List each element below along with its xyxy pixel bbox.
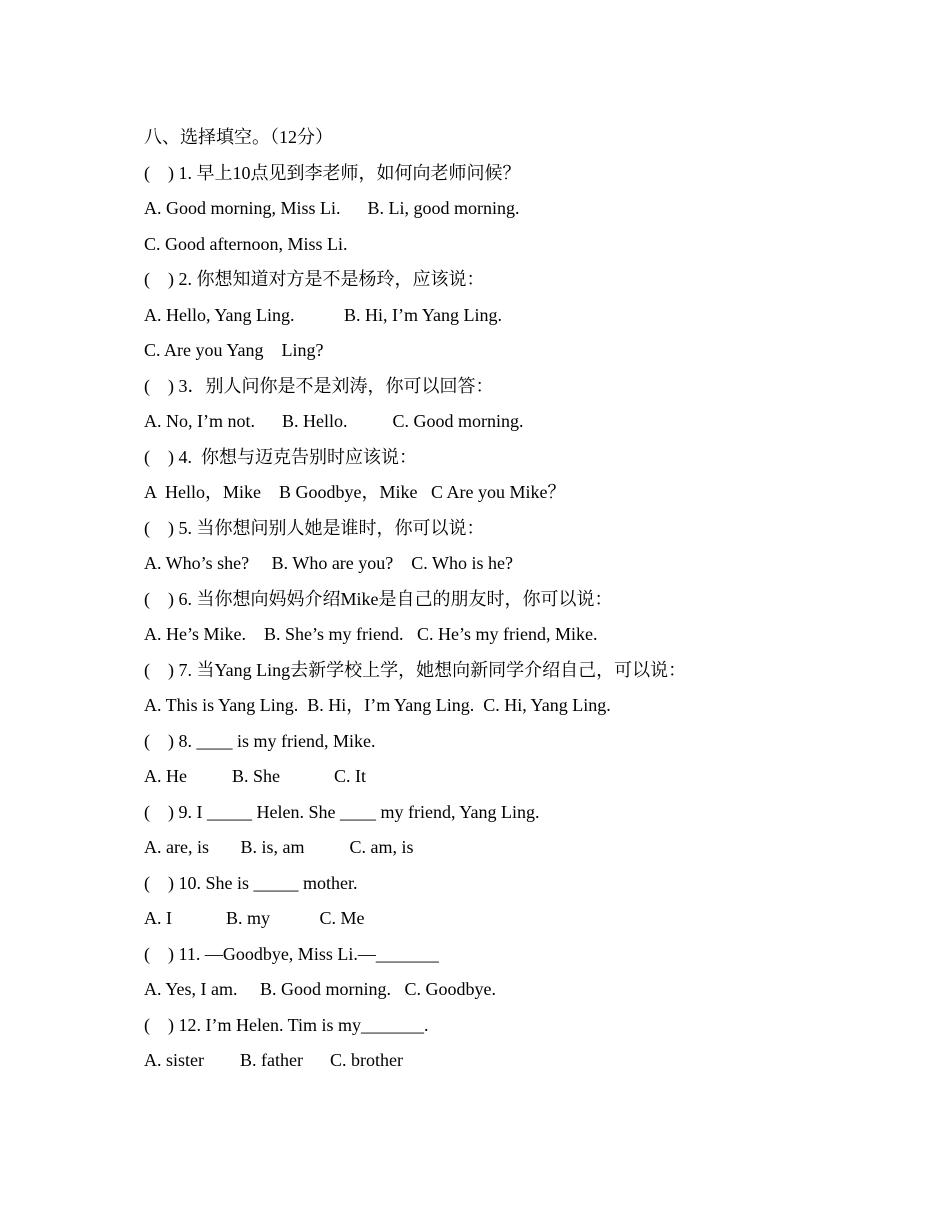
- question-12-options: A. sister B. father C. brother: [144, 1050, 403, 1070]
- question-1-option-c: C. Good afternoon, Miss Li.: [144, 233, 348, 254]
- question-4: ( ) 4. 你想与迈克告别时应该说：: [144, 446, 417, 467]
- question-2-options-a-b: A. Hello, Yang Ling. B. Hi, I’m Yang Ling.: [144, 304, 503, 325]
- question-1-options-a-b: A. Good morning, Miss Li. B. Li, good morning.: [144, 198, 520, 218]
- question-10-options: A. I B. my C. Me: [144, 908, 365, 928]
- question-8: ( ) 8. ____ is my friend, Mike.: [144, 730, 376, 751]
- question-10: ( ) 10. She is _____ mother.: [144, 872, 358, 893]
- question-7-options: A. This is Yang Ling. B. Hi，I’m Yang Ling. C. Hi, Yang Ling.: [144, 695, 611, 715]
- question-5: ( ) 5. 当你想问别人她是谁时，你可以说：: [144, 517, 485, 538]
- question-3-options: A. No, I’m not. B. Hello. C. Good morning.: [144, 411, 524, 431]
- question-4-options: A Hello，Mike B Goodbye，Mike C Are you Mike？: [144, 482, 566, 502]
- question-8-options: A. He B. She C. It: [144, 766, 366, 786]
- section-title: 八、选择填空。（12分）: [144, 127, 333, 147]
- question-2-option-c: C. Are you Yang Ling?: [144, 340, 324, 360]
- question-5-options: A. Who’s she? B. Who are you? C. Who is he?: [144, 553, 513, 573]
- question-9: ( ) 9. I _____ Helen. She ____ my friend, Yang Ling.: [144, 801, 540, 822]
- question-12: ( ) 12. I’m Helen. Tim is my_______.: [144, 1014, 429, 1035]
- question-11: ( ) 11. —Goodbye, Miss Li.—_______: [144, 943, 439, 964]
- exercise-section: [144, 120, 904, 1079]
- question-6-options: A. He’s Mike. B. She’s my friend. C. He’s my friend, Mike.: [144, 624, 598, 644]
- question-7: ( ) 7. 当Yang Ling去新学校上学，她想向新同学介绍自己，可以说：: [144, 659, 687, 680]
- question-11-options: A. Yes, I am. B. Good morning. C. Goodbye.: [144, 979, 497, 999]
- question-2: ( ) 2. 你想知道对方是不是杨玲，应该说：: [144, 269, 485, 289]
- question-3: ( ) 3．别人问你是不是刘涛，你可以回答：: [144, 375, 494, 396]
- question-6: ( ) 6. 当你想向妈妈介绍Mike是自己的朋友时，你可以说：: [144, 588, 613, 609]
- question-9-options: A. are, is B. is, am C. am, is: [144, 837, 414, 857]
- question-1: ( ) 1. 早上10点见到李老师，如何向老师问候？: [144, 162, 521, 183]
